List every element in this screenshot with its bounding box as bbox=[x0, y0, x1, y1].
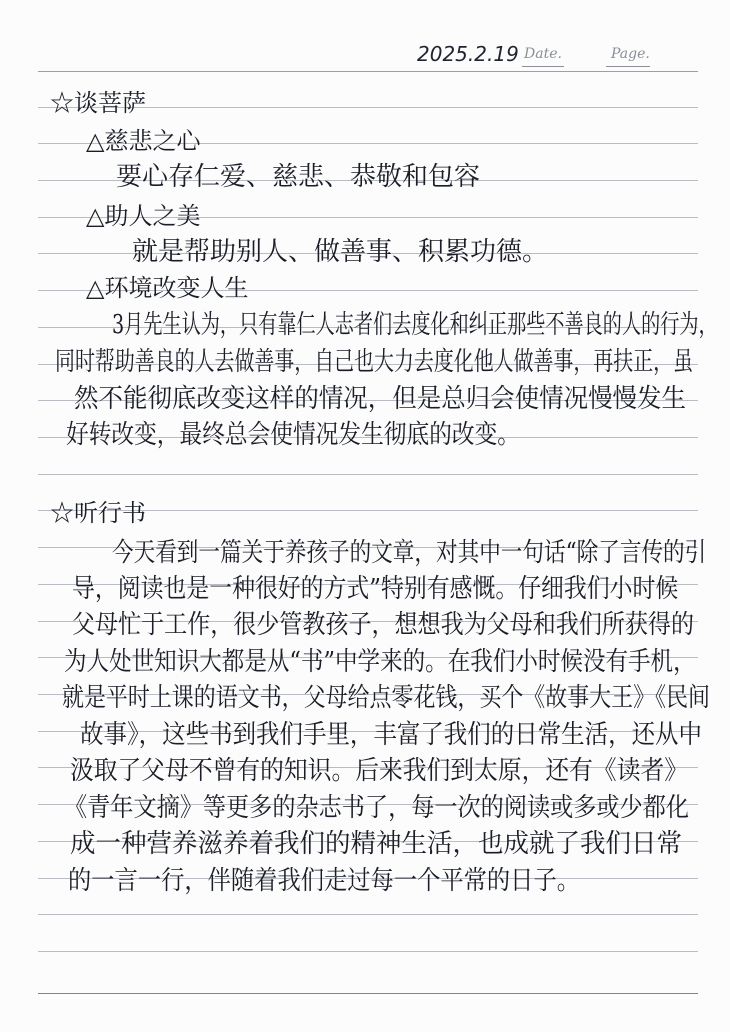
ruled-line bbox=[38, 914, 698, 915]
note-line: 《青年文摘》等更多的杂志书了，每一次的阅读或多或少都化 bbox=[64, 793, 690, 823]
note-line: 父母忙于工作，很少管教孩子，想想我为父母和我们所获得的 bbox=[72, 610, 695, 640]
note-line: 就是帮助别人、做善事、积累功德。 bbox=[132, 237, 549, 267]
note-line: 故事》，这些书到我们手里，丰富了我们的日常生活，还从中 bbox=[80, 720, 703, 750]
note-line: 好转改变，最终总会使情况发生彻底的改变。 bbox=[66, 420, 521, 450]
note-line: 同时帮助善良的人去做善事，自己也大力去度化他人做善事，再扶正，虽 bbox=[55, 347, 694, 377]
note-line: 汲取了父母不曾有的知识。后来我们到太原，还有《读者》 bbox=[70, 756, 689, 786]
note-line: 的一言一行，伴随着我们走过每一个平常的日子。 bbox=[68, 866, 581, 896]
note-line: 成一种营养滋养着我们的精神生活，也成就了我们日常 bbox=[70, 829, 683, 859]
date-underline bbox=[522, 66, 564, 67]
section-title: ☆听行书 bbox=[50, 499, 146, 527]
subheading: △环境改变人生 bbox=[86, 274, 249, 302]
subheading: △助人之美 bbox=[86, 202, 201, 230]
section-title: ☆谈菩萨 bbox=[50, 89, 146, 117]
ruled-line bbox=[38, 951, 698, 952]
note-line: 就是平时上课的语文书，父母给点零花钱，买个《故事大王》《民间 bbox=[62, 683, 711, 713]
note-line: 要心存仁爱、慈悲、恭敬和包容 bbox=[116, 162, 481, 192]
note-line: 为人处世知识大都是从“书”中学来的。在我们小时候没有手机， bbox=[64, 647, 696, 677]
note-line: 导，阅读也是一种很好的方式”特别有感慨。仔细我们小时候 bbox=[72, 574, 679, 604]
bottom-rule bbox=[38, 993, 698, 994]
note-line: 3月先生认为，只有靠仁人志者们去度化和纠正那些不善良的人的行为， bbox=[112, 310, 718, 340]
page-label: Page. bbox=[611, 46, 650, 62]
date-label: Date. bbox=[524, 46, 562, 62]
written-date: 2025.2.19 bbox=[417, 42, 519, 66]
note-line: 然不能彻底改变这样的情况，但是总归会使情况慢慢发生 bbox=[74, 384, 687, 414]
page-underline bbox=[606, 66, 650, 67]
header-rule bbox=[38, 71, 698, 72]
subheading: △慈悲之心 bbox=[86, 127, 201, 155]
ruled-line bbox=[38, 474, 698, 475]
note-line: 今天看到一篇关于养孩子的文章，对其中一句话“除了言传的引 bbox=[112, 538, 707, 568]
